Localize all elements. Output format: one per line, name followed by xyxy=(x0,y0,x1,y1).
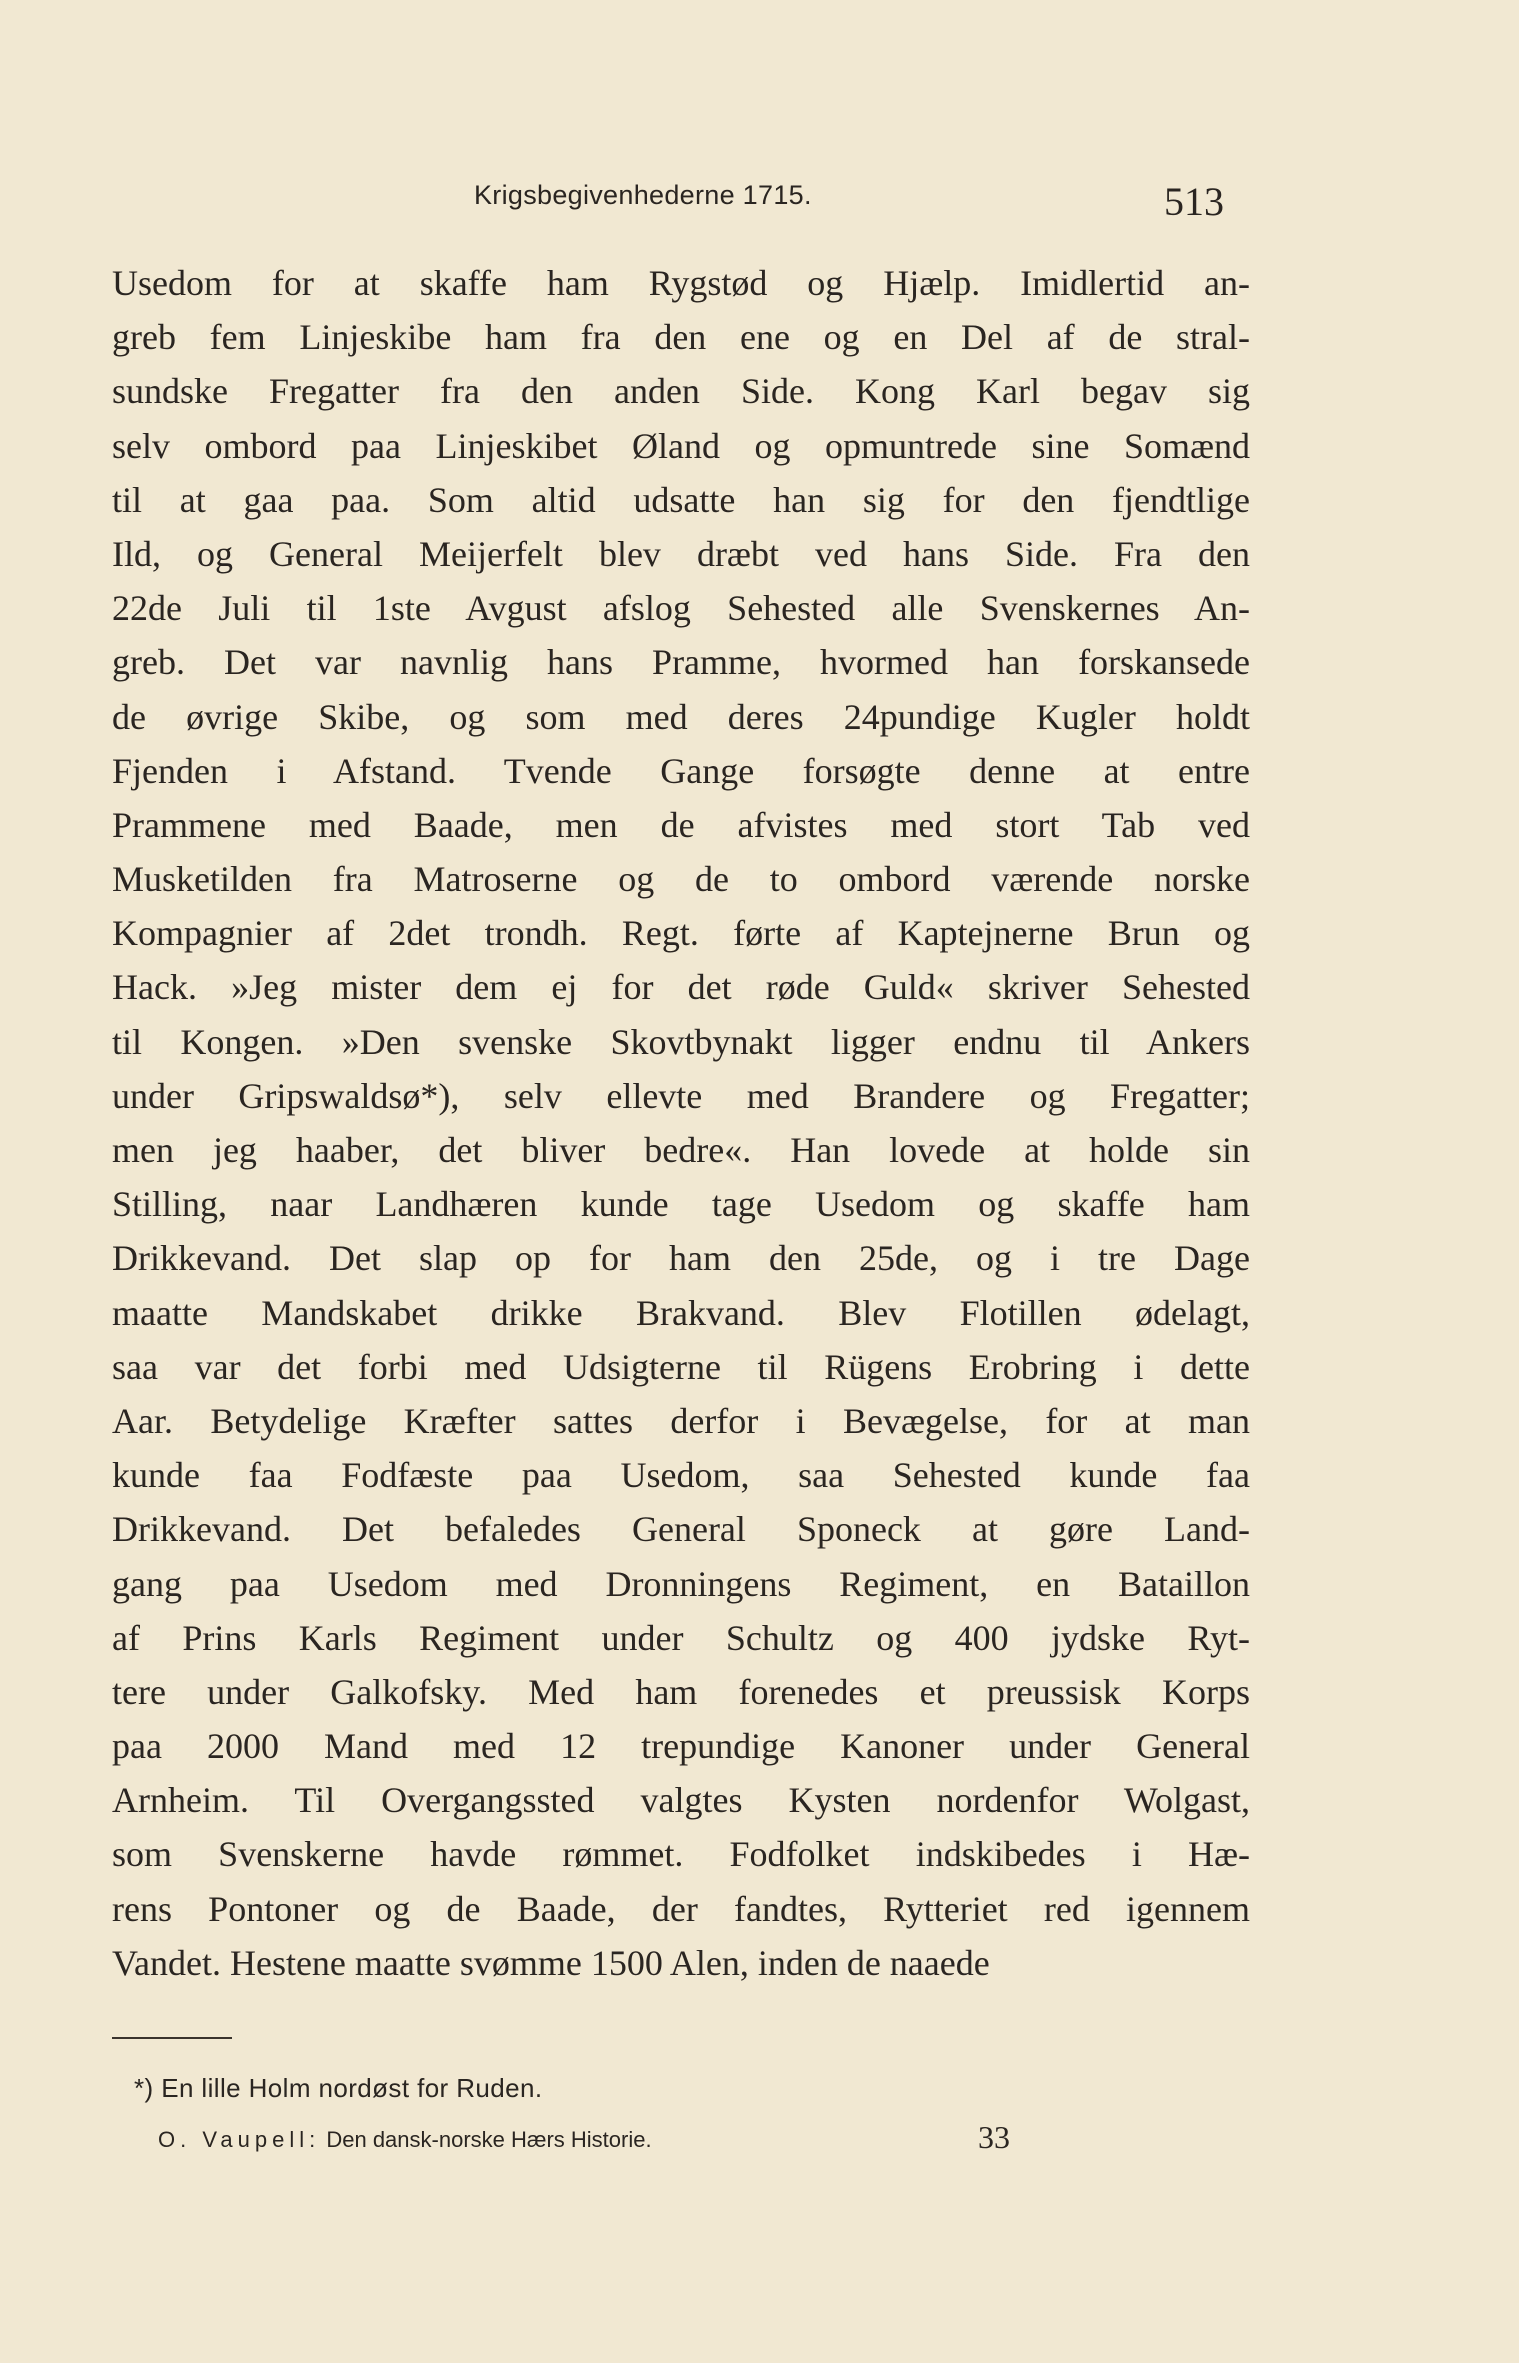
text-line: greb. Det var navnlig hans Pramme, hvormed han forskansede xyxy=(112,642,1250,683)
page-number: 513 xyxy=(1164,179,1224,224)
body-text xyxy=(112,256,1250,1990)
text-line: Musketilden fra Matroserne og de to ombord værende norske xyxy=(112,859,1250,900)
signature-book-title: Den dansk-norske Hærs Historie. xyxy=(326,2127,652,2152)
page-header xyxy=(0,178,1519,228)
text-line: af Prins Karls Regiment under Schultz og 400 jydske Ryt- xyxy=(112,1617,1250,1658)
signature-author: O. Vaupell: xyxy=(158,2127,321,2152)
text-line: Vandet. Hestene maatte svømme 1500 Alen, inden de naaede xyxy=(112,1942,990,1983)
text-line: Kompagnier af 2det trondh. Regt. førte af Kaptejnerne Brun og xyxy=(112,913,1250,954)
text-line: paa 2000 Mand med 12 trepundige Kanoner under General xyxy=(112,1726,1250,1767)
text-line: gang paa Usedom med Dronningens Regiment, en Bataillon xyxy=(112,1563,1250,1604)
text-line: til at gaa paa. Som altid udsatte han sig for den fjendtlige xyxy=(112,479,1250,520)
signature-line xyxy=(158,2119,1028,2159)
text-line: Stilling, naar Landhæren kunde tage Usedom og skaffe ham xyxy=(112,1184,1250,1225)
text-line: tere under Galkofsky. Med ham forenedes et preussisk Korps xyxy=(112,1671,1250,1712)
text-line: sundske Fregatter fra den anden Side. Kong Karl begav sig xyxy=(112,371,1250,412)
text-line: de øvrige Skibe, og som med deres 24pundige Kugler holdt xyxy=(112,696,1250,737)
text-line: under Gripswaldsø*), selv ellevte med Brandere og Fregatter; xyxy=(112,1075,1250,1116)
text-line: Fjenden i Afstand. Tvende Gange forsøgte denne at entre xyxy=(112,750,1250,791)
text-line: saa var det forbi med Udsigterne til Rügens Erobring i dette xyxy=(112,1346,1250,1387)
text-line: Aar. Betydelige Kræfter sattes derfor i Bevægelse, for at man xyxy=(112,1400,1250,1441)
text-line: Arnheim. Til Overgangssted valgtes Kysten nordenfor Wolgast, xyxy=(112,1780,1250,1821)
text-line: greb fem Linjeskibe ham fra den ene og en Del af de stral- xyxy=(112,317,1250,358)
footnote-rule xyxy=(112,2037,232,2039)
text-line: til Kongen. »Den svenske Skovtbynakt ligger endnu til Ankers xyxy=(112,1021,1250,1062)
text-line: rens Pontoner og de Baade, der fandtes, Rytteriet red igennem xyxy=(112,1888,1250,1929)
text-line: Usedom for at skaffe ham Rygstød og Hjælp. Imidlertid an- xyxy=(112,263,1250,303)
running-title: Krigsbegivenhederne 1715. xyxy=(474,180,812,210)
text-line: Hack. »Jeg mister dem ej for det røde Guld« skriver Sehested xyxy=(112,967,1250,1008)
text-line: Ild, og General Meijerfelt blev dræbt ved hans Side. Fra den xyxy=(112,533,1250,574)
signature-number: 33 xyxy=(978,2119,1010,2155)
text-line: Drikkevand. Det slap op for ham den 25de, og i tre Dage xyxy=(112,1238,1250,1279)
text-line: men jeg haaber, det bliver bedre«. Han lovede at holde sin xyxy=(112,1130,1250,1170)
text-line: maatte Mandskabet drikke Brakvand. Blev Flotillen ødelagt, xyxy=(112,1292,1250,1333)
text-line: kunde faa Fodfæste paa Usedom, saa Sehested kunde faa xyxy=(112,1455,1250,1496)
footnote: *) En lille Holm nordøst for Ruden. xyxy=(134,2073,543,2103)
text-line: som Svenskerne havde rømmet. Fodfolket indskibedes i Hæ- xyxy=(112,1834,1250,1875)
signature-mark xyxy=(158,2127,652,2153)
text-line: Prammene med Baade, men de afvistes med stort Tab ved xyxy=(112,804,1250,845)
text-line: 22de Juli til 1ste Avgust afslog Sehested alle Svenskernes An- xyxy=(112,588,1250,629)
text-line: Drikkevand. Det befaledes General Sponeck at gøre Land- xyxy=(112,1509,1250,1550)
text-line: selv ombord paa Linjeskibet Øland og opmuntrede sine Somænd xyxy=(112,425,1250,466)
